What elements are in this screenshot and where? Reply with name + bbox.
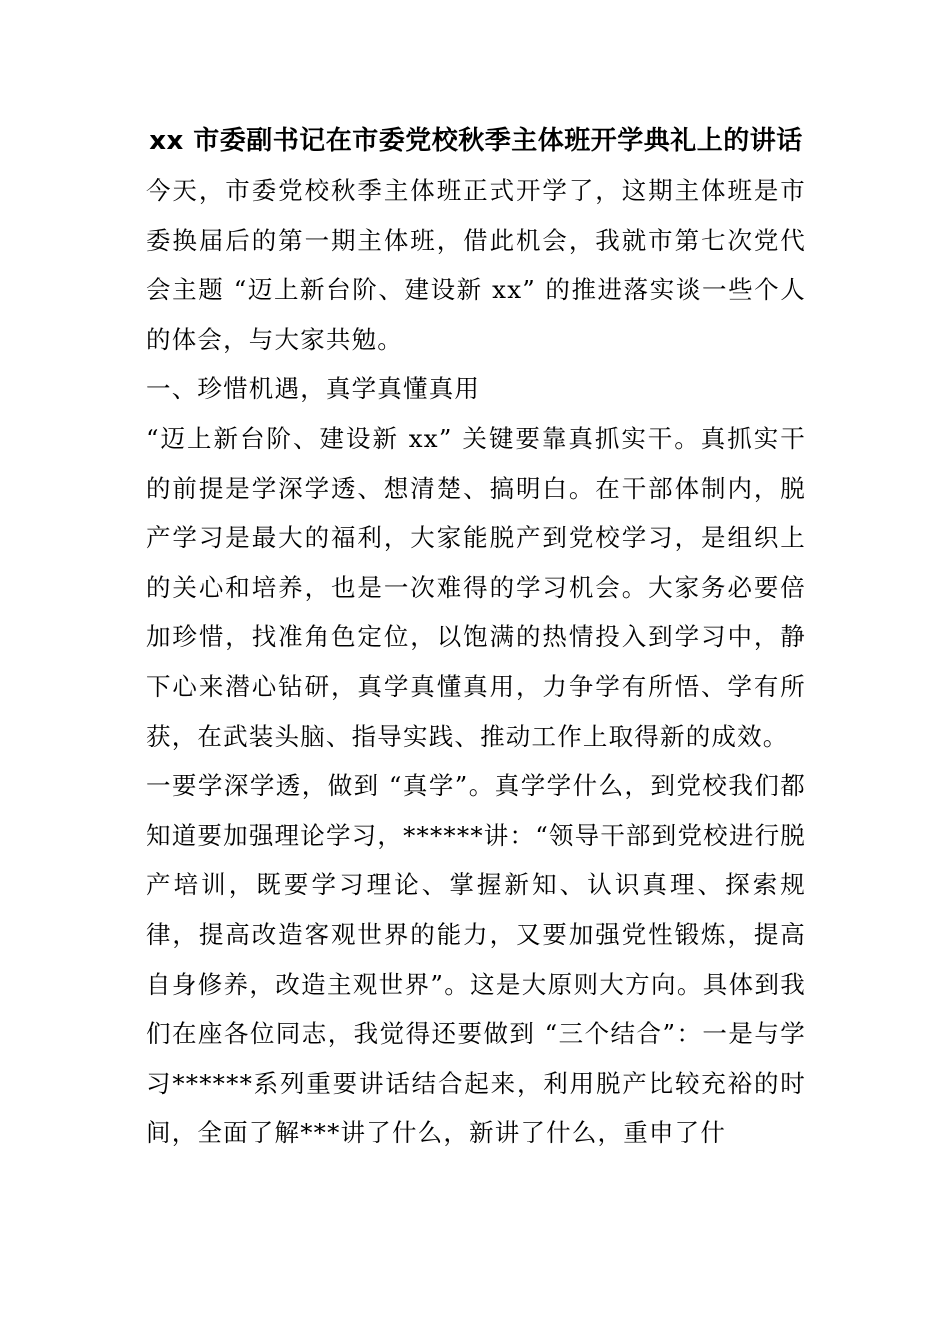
paragraph-intro: 今天，市委党校秋季主体班正式开学了，这期主体班是市委换届后的第一期主体班，借此机会，我就市第七次党代会主题 “迈上新台阶、建设新 xx” 的推进落实谈一些个人的体会，与大家共勉。 — [146, 176, 806, 354]
paragraph-study-deeply: 一要学深学透，做到 “真学”。真学学什么，到党校我们都知道要加强理论学习，******讲：“领导干部到党校进行脱产培训，既要学习理论、掌握新知、认识真理、探索规律，提高改造客观世界的能力，又要加强党性锻炼，提高自身修养，改造主观世界”。这是大原则大方向。具体到我们在座各位同志，我觉得还要做到 “三个结合”：一是与学习******系列重要讲话结合起来，利用脱产比较充裕的时间，全面了解***讲了什么，新讲了什么，重申了什 — [146, 771, 806, 1148]
document-body — [146, 116, 806, 1158]
document-title: xx 市委副书记在市委党校秋季主体班开学典礼上的讲话 — [149, 126, 803, 156]
section-heading-1: 一、珍惜机遇，真学真懂真用 — [146, 374, 481, 404]
paragraph-section-1: “迈上新台阶、建设新 xx” 关键要靠真抓实干。真抓实干的前提是学深学透、想清楚、搞明白。在干部体制内，脱产学习是最大的福利，大家能脱产到党校学习，是组织上的关心和培养，也是一次难得的学习机会。大家务必要倍加珍惜，找准角色定位，以饱满的热情投入到学习中，静下心来潜心钻研，真学真懂真用，力争学有所悟、学有所获，在武装头脑、指导实践、推动工作上取得新的成效。 — [146, 423, 806, 751]
